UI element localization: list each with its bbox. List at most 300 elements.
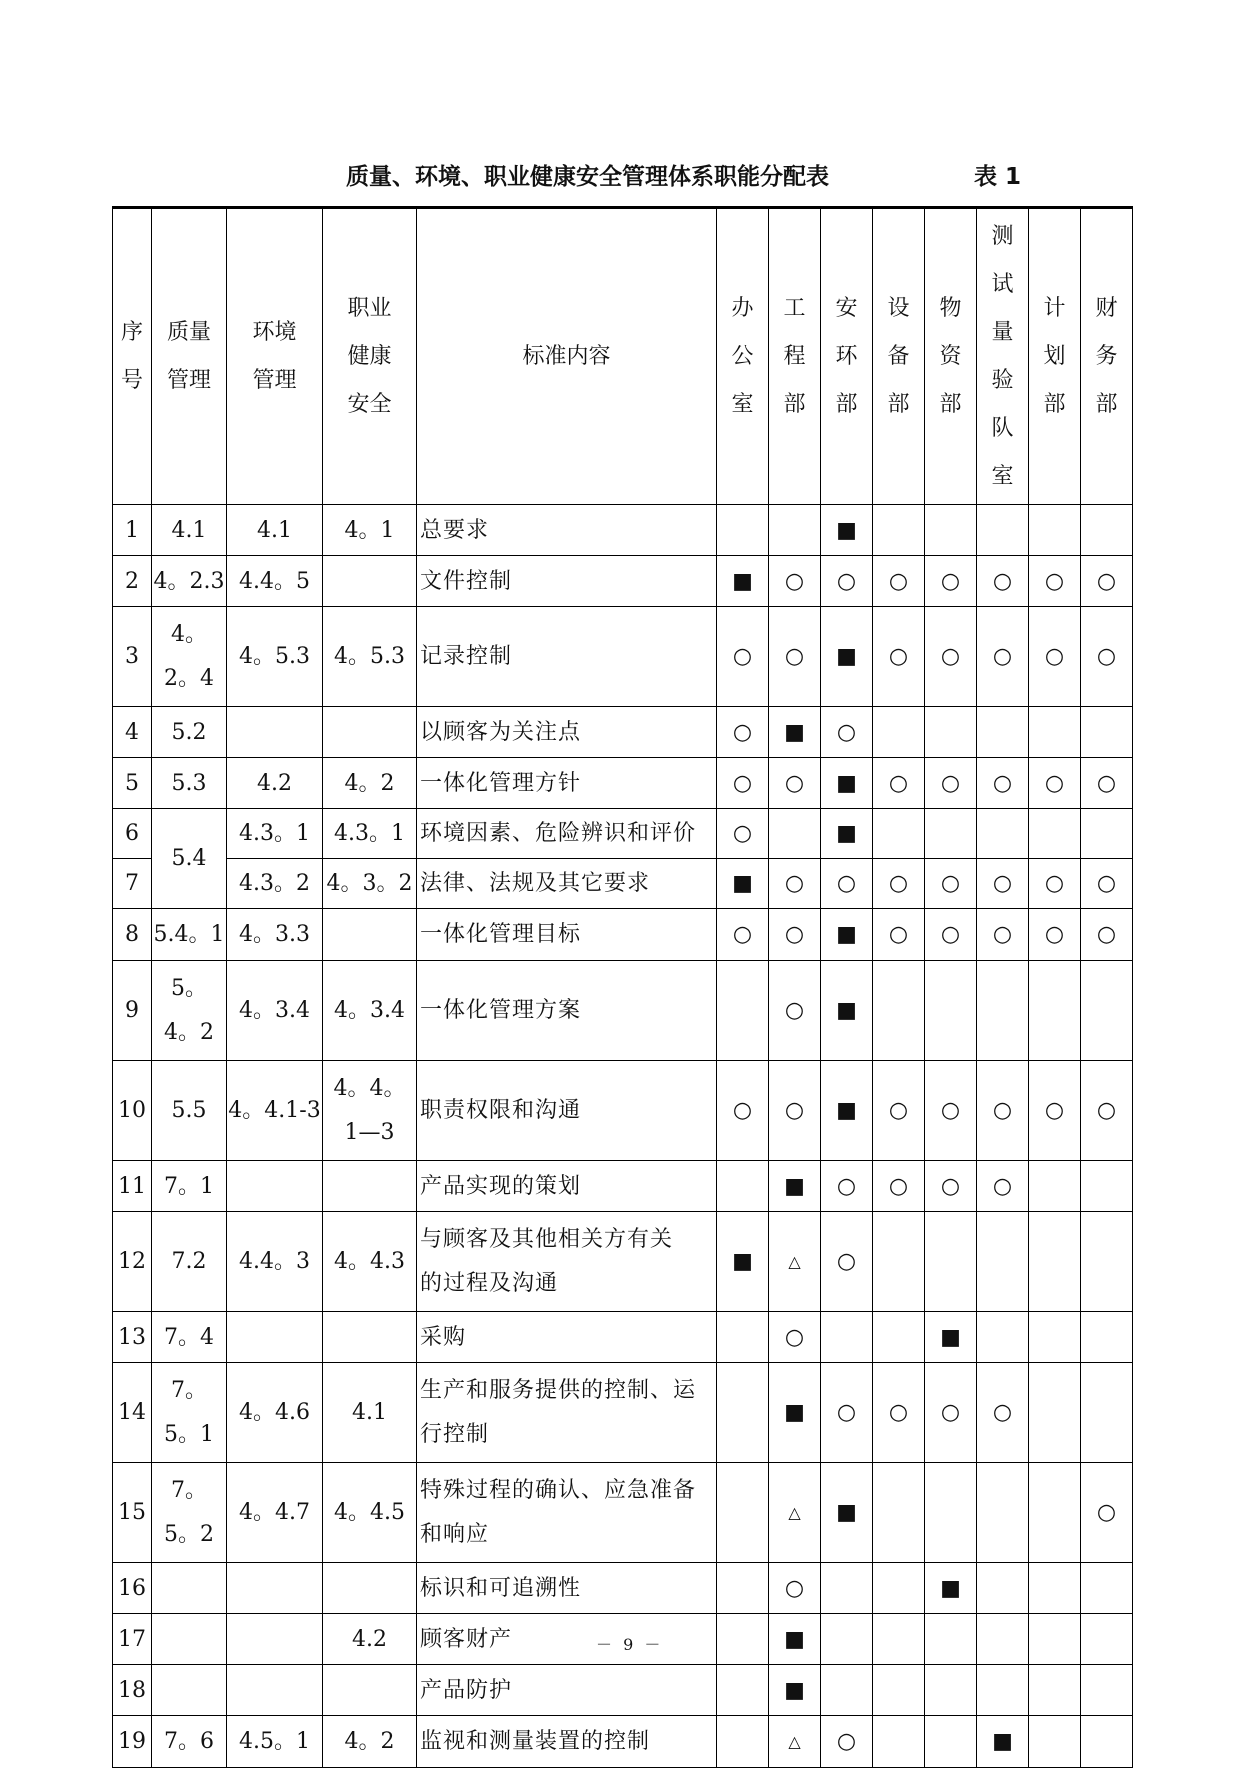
environment-cell: 4.4。3 <box>227 1212 323 1312</box>
quality-cell: 4。2。4 <box>152 607 227 707</box>
related-mark: ○ <box>732 770 753 796</box>
header-seq: 序 号 <box>113 208 152 505</box>
dept-mark-cell <box>1081 859 1133 909</box>
dept-mark-cell <box>873 1665 925 1716</box>
header-dept-materials: 物 资 部 <box>925 208 977 505</box>
environment-cell: 4.2 <box>227 758 323 809</box>
dept-mark-cell <box>1081 607 1133 707</box>
table-row <box>113 1563 1133 1614</box>
function-allocation-table <box>112 206 1133 1768</box>
table-row <box>113 1463 1133 1563</box>
environment-cell: 4.1 <box>227 505 323 556</box>
related-mark: ○ <box>836 1173 857 1199</box>
ohs-cell: 4。4.3 <box>323 1212 417 1312</box>
dept-mark-cell <box>769 1463 821 1563</box>
related-mark: ○ <box>888 871 909 896</box>
table-row <box>113 1312 1133 1363</box>
environment-cell: 4。3.3 <box>227 909 323 961</box>
related-mark: ○ <box>836 1249 857 1274</box>
seq-cell: 18 <box>113 1665 152 1716</box>
dept-mark-cell <box>1029 1614 1081 1665</box>
dept-mark-cell <box>873 1563 925 1614</box>
related-mark: ○ <box>992 922 1013 947</box>
dept-mark-cell <box>769 1614 821 1665</box>
dept-mark-cell <box>821 1665 873 1716</box>
dept-mark-cell <box>1081 505 1133 556</box>
standard-content-cell <box>417 1061 717 1161</box>
standard-text: 与顾客及其他相关方有关 <box>420 1226 674 1252</box>
related-mark: ○ <box>992 568 1013 594</box>
ohs-cell: 4.3。1 <box>323 809 417 859</box>
ohs-cell: 4。5.3 <box>323 607 417 707</box>
table-row <box>113 556 1133 607</box>
related-mark: ○ <box>1044 871 1065 896</box>
related-mark: ○ <box>940 644 961 669</box>
dept-mark-cell <box>1029 505 1081 556</box>
dept-mark-cell <box>925 1614 977 1665</box>
ohs-cell: 4。4。1—3 <box>323 1061 417 1161</box>
dept-mark-cell <box>821 809 873 859</box>
table-number: 表 1 <box>974 164 1022 190</box>
dept-mark-cell <box>977 1614 1029 1665</box>
dept-mark-cell <box>873 859 925 909</box>
environment-cell <box>227 707 323 758</box>
quality-cell: 4。2.3 <box>152 556 227 607</box>
ohs-cell: 4。1 <box>323 505 417 556</box>
dept-mark-cell <box>925 1665 977 1716</box>
dept-mark-cell <box>977 809 1029 859</box>
dept-mark-cell <box>717 1614 769 1665</box>
dept-mark-cell <box>1081 1665 1133 1716</box>
ohs-cell <box>323 1563 417 1614</box>
dept-mark-cell <box>717 707 769 758</box>
environment-cell <box>227 1614 323 1665</box>
dept-mark-cell <box>769 758 821 809</box>
related-mark: ○ <box>888 922 909 947</box>
dept-mark-cell <box>1081 707 1133 758</box>
related-mark: ○ <box>784 568 805 594</box>
environment-cell: 4。5.3 <box>227 607 323 707</box>
dept-mark-cell <box>769 1563 821 1614</box>
dept-mark-cell <box>873 1363 925 1463</box>
ohs-cell: 4。4.5 <box>323 1463 417 1563</box>
related-mark: ○ <box>836 1729 857 1754</box>
dept-mark-cell <box>977 1061 1029 1161</box>
seq-cell: 6 <box>113 809 152 859</box>
dept-mark-cell <box>821 707 873 758</box>
environment-cell: 4。4.1-3 <box>227 1061 323 1161</box>
dept-mark-cell <box>717 1665 769 1716</box>
dept-mark-cell <box>873 909 925 961</box>
environment-cell: 4。4.6 <box>227 1363 323 1463</box>
ohs-cell <box>323 909 417 961</box>
responsible-mark: ■ <box>836 1098 857 1123</box>
standard-text: 一体化管理方案 <box>420 998 582 1023</box>
responsible-mark: ■ <box>836 517 857 543</box>
ohs-cell: 4。2 <box>323 1716 417 1768</box>
header-ohs: 职业 健康 安全 <box>323 208 417 505</box>
quality-cell: 7。4 <box>152 1312 227 1363</box>
standard-content-cell <box>417 505 717 556</box>
assist-mark: △ <box>788 1503 801 1522</box>
dept-mark-cell <box>717 607 769 707</box>
dept-mark-cell <box>977 1363 1029 1463</box>
dept-mark-cell <box>977 607 1029 707</box>
dept-mark-cell <box>1029 1463 1081 1563</box>
dept-mark-cell <box>977 1716 1029 1768</box>
dept-mark-cell <box>1081 961 1133 1061</box>
related-mark: ○ <box>784 770 805 796</box>
quality-cell: 5.4 <box>152 809 227 909</box>
dept-mark-cell <box>769 556 821 607</box>
responsible-mark: ■ <box>732 568 753 594</box>
dept-mark-cell <box>769 707 821 758</box>
standard-text: 特殊过程的确认、应急准备 <box>420 1477 697 1503</box>
dept-mark-cell <box>821 505 873 556</box>
dept-mark-cell <box>1029 556 1081 607</box>
dept-mark-cell <box>873 1161 925 1212</box>
responsible-mark: ■ <box>784 1173 805 1199</box>
header-row <box>113 208 1133 505</box>
environment-cell <box>227 1665 323 1716</box>
standard-content-cell <box>417 809 717 859</box>
related-mark: ○ <box>888 568 909 594</box>
related-mark: ○ <box>992 1173 1013 1199</box>
dept-mark-cell <box>925 556 977 607</box>
dept-mark-cell <box>769 1716 821 1768</box>
dept-mark-cell <box>873 556 925 607</box>
standard-text: 一体化管理目标 <box>420 922 582 947</box>
header-dept-safety-env: 安 环 部 <box>821 208 873 505</box>
related-mark: ○ <box>940 1400 961 1425</box>
responsible-mark: ■ <box>992 1729 1013 1754</box>
seq-cell: 1 <box>113 505 152 556</box>
related-mark: ○ <box>940 1098 961 1123</box>
ohs-cell: 4。3。2 <box>323 859 417 909</box>
header-dept-test-lab: 测 试 量 验 队 室 <box>977 208 1029 505</box>
ohs-cell: 4。2 <box>323 758 417 809</box>
standard-text: 环境因素、危险辨识和评价 <box>420 821 697 846</box>
dept-mark-cell <box>769 909 821 961</box>
dept-mark-cell <box>821 1463 873 1563</box>
dept-mark-cell <box>977 961 1029 1061</box>
quality-cell <box>152 1665 227 1716</box>
seq-cell: 4 <box>113 707 152 758</box>
dept-mark-cell <box>821 1212 873 1312</box>
table-row <box>113 1363 1133 1463</box>
standard-content-cell <box>417 707 717 758</box>
dept-mark-cell <box>821 1061 873 1161</box>
quality-cell <box>152 1563 227 1614</box>
dept-mark-cell <box>1029 1061 1081 1161</box>
dept-mark-cell <box>821 556 873 607</box>
quality-cell: 5。4。2 <box>152 961 227 1061</box>
related-mark: ○ <box>888 1400 909 1425</box>
dept-mark-cell <box>717 1563 769 1614</box>
seq-cell: 10 <box>113 1061 152 1161</box>
related-mark: ○ <box>784 644 805 669</box>
related-mark: ○ <box>1044 922 1065 947</box>
related-mark: ○ <box>1096 1500 1117 1525</box>
related-mark: ○ <box>732 1098 753 1123</box>
dept-mark-cell <box>1029 1716 1081 1768</box>
dept-mark-cell <box>717 1463 769 1563</box>
related-mark: ○ <box>992 871 1013 896</box>
dept-mark-cell <box>925 1563 977 1614</box>
table-row <box>113 909 1133 961</box>
table-row <box>113 707 1133 758</box>
seq-cell: 15 <box>113 1463 152 1563</box>
related-mark: ○ <box>1096 922 1117 947</box>
related-mark: ○ <box>992 1098 1013 1123</box>
dept-mark-cell <box>1081 1161 1133 1212</box>
related-mark: ○ <box>888 644 909 669</box>
header-standard: 标准内容 <box>417 208 717 505</box>
standard-text: 一体化管理方针 <box>420 770 582 796</box>
standard-content-cell <box>417 961 717 1061</box>
header-dept-planning: 计 划 部 <box>1029 208 1081 505</box>
dept-mark-cell <box>925 1212 977 1312</box>
related-mark: ○ <box>940 922 961 947</box>
dept-mark-cell <box>1081 909 1133 961</box>
standard-text: 以顾客为关注点 <box>420 719 582 745</box>
standard-text: 文件控制 <box>420 568 513 594</box>
quality-cell: 5.5 <box>152 1061 227 1161</box>
related-mark: ○ <box>940 871 961 896</box>
assist-mark: △ <box>788 1732 801 1751</box>
dept-mark-cell <box>1029 1312 1081 1363</box>
environment-cell: 4。4.7 <box>227 1463 323 1563</box>
responsible-mark: ■ <box>784 1626 805 1652</box>
quality-cell: 7.2 <box>152 1212 227 1312</box>
dept-mark-cell <box>1029 961 1081 1061</box>
dept-mark-cell <box>977 1563 1029 1614</box>
dept-mark-cell <box>925 1061 977 1161</box>
dept-mark-cell <box>925 758 977 809</box>
dept-mark-cell <box>873 607 925 707</box>
seq-cell: 19 <box>113 1716 152 1768</box>
table-row <box>113 758 1133 809</box>
environment-cell: 4.3。1 <box>227 809 323 859</box>
related-mark: ○ <box>1096 1098 1117 1123</box>
environment-cell: 4.3。2 <box>227 859 323 909</box>
related-mark: ○ <box>1096 568 1117 594</box>
dept-mark-cell <box>1081 1212 1133 1312</box>
dept-mark-cell <box>1081 758 1133 809</box>
table-row <box>113 607 1133 707</box>
dept-mark-cell <box>717 556 769 607</box>
dept-mark-cell <box>873 961 925 1061</box>
dept-mark-cell <box>717 1212 769 1312</box>
responsible-mark: ■ <box>836 922 857 947</box>
environment-cell: 4。3.4 <box>227 961 323 1061</box>
dept-mark-cell <box>1029 809 1081 859</box>
header-dept-finance: 财 务 部 <box>1081 208 1133 505</box>
assist-mark: △ <box>788 1252 801 1271</box>
dept-mark-cell <box>873 809 925 859</box>
standard-text: 法律、法规及其它要求 <box>420 871 651 896</box>
page-number: － 9 － <box>596 1635 664 1654</box>
standard-content-cell <box>417 556 717 607</box>
standard-content-cell <box>417 1212 717 1312</box>
related-mark: ○ <box>732 922 753 947</box>
ohs-cell <box>323 1312 417 1363</box>
standard-content-cell <box>417 1614 717 1665</box>
standard-text: 行控制 <box>420 1421 490 1447</box>
seq-cell: 12 <box>113 1212 152 1312</box>
seq-cell: 11 <box>113 1161 152 1212</box>
dept-mark-cell <box>925 505 977 556</box>
dept-mark-cell <box>1029 1563 1081 1614</box>
table-row <box>113 961 1133 1061</box>
related-mark: ○ <box>1044 1098 1065 1123</box>
dept-mark-cell <box>977 909 1029 961</box>
dept-mark-cell <box>717 909 769 961</box>
dept-mark-cell <box>1029 1212 1081 1312</box>
standard-text: 标识和可追溯性 <box>420 1575 582 1601</box>
dept-mark-cell <box>1081 1563 1133 1614</box>
dept-mark-cell <box>821 859 873 909</box>
dept-mark-cell <box>873 505 925 556</box>
related-mark: ○ <box>1096 871 1117 896</box>
dept-mark-cell <box>925 909 977 961</box>
ohs-cell: 4.1 <box>323 1363 417 1463</box>
related-mark: ○ <box>784 1324 805 1350</box>
related-mark: ○ <box>784 922 805 947</box>
quality-cell: 5.4。1 <box>152 909 227 961</box>
related-mark: ○ <box>992 770 1013 796</box>
page-title: 质量、环境、职业健康安全管理体系职能分配表 <box>346 164 829 190</box>
related-mark: ○ <box>1096 770 1117 796</box>
related-mark: ○ <box>732 719 753 745</box>
ohs-cell: 4。3.4 <box>323 961 417 1061</box>
dept-mark-cell <box>1029 859 1081 909</box>
dept-mark-cell <box>717 1161 769 1212</box>
seq-cell: 17 <box>113 1614 152 1665</box>
dept-mark-cell <box>717 758 769 809</box>
dept-mark-cell <box>1081 1716 1133 1768</box>
dept-mark-cell <box>1081 1061 1133 1161</box>
responsible-mark: ■ <box>784 719 805 745</box>
seq-cell: 3 <box>113 607 152 707</box>
related-mark: ○ <box>992 644 1013 669</box>
dept-mark-cell <box>1081 1463 1133 1563</box>
dept-mark-cell <box>717 1061 769 1161</box>
standard-content-cell <box>417 1665 717 1716</box>
related-mark: ○ <box>940 1173 961 1199</box>
dept-mark-cell <box>1029 707 1081 758</box>
dept-mark-cell <box>821 909 873 961</box>
seq-cell: 2 <box>113 556 152 607</box>
related-mark: ○ <box>784 998 805 1023</box>
dept-mark-cell <box>977 556 1029 607</box>
dept-mark-cell <box>925 1716 977 1768</box>
dept-mark-cell <box>1029 758 1081 809</box>
dept-mark-cell <box>925 1463 977 1563</box>
ohs-cell <box>323 1665 417 1716</box>
quality-cell: 7。5。2 <box>152 1463 227 1563</box>
table-row <box>113 809 1133 859</box>
table-row <box>113 1061 1133 1161</box>
responsible-mark: ■ <box>836 770 857 796</box>
dept-mark-cell <box>769 1363 821 1463</box>
dept-mark-cell <box>1029 909 1081 961</box>
standard-text: 采购 <box>420 1324 467 1350</box>
dept-mark-cell <box>717 859 769 909</box>
dept-mark-cell <box>873 1061 925 1161</box>
dept-mark-cell <box>821 607 873 707</box>
dept-mark-cell <box>1081 1312 1133 1363</box>
seq-cell: 9 <box>113 961 152 1061</box>
environment-cell: 4.4。5 <box>227 556 323 607</box>
dept-mark-cell <box>717 961 769 1061</box>
standard-text: 监视和测量装置的控制 <box>420 1729 651 1754</box>
dept-mark-cell <box>925 1161 977 1212</box>
responsible-mark: ■ <box>836 998 857 1023</box>
dept-mark-cell <box>821 1716 873 1768</box>
dept-mark-cell <box>1029 1161 1081 1212</box>
dept-mark-cell <box>873 758 925 809</box>
header-dept-engineering: 工 程 部 <box>769 208 821 505</box>
related-mark: ○ <box>1044 568 1065 594</box>
table-row <box>113 859 1133 909</box>
related-mark: ○ <box>1044 644 1065 669</box>
environment-cell: 4.5。1 <box>227 1716 323 1768</box>
dept-mark-cell <box>977 1463 1029 1563</box>
ohs-cell: 4.2 <box>323 1614 417 1665</box>
dept-mark-cell <box>821 1161 873 1212</box>
dept-mark-cell <box>1081 556 1133 607</box>
related-mark: ○ <box>888 770 909 796</box>
seq-cell: 5 <box>113 758 152 809</box>
standard-content-cell <box>417 758 717 809</box>
standard-text: 产品实现的策划 <box>420 1173 582 1199</box>
related-mark: ○ <box>784 1098 805 1123</box>
related-mark: ○ <box>784 871 805 896</box>
related-mark: ○ <box>940 568 961 594</box>
standard-content-cell <box>417 1716 717 1768</box>
standard-content-cell <box>417 1161 717 1212</box>
dept-mark-cell <box>1081 1363 1133 1463</box>
standard-text: 的过程及沟通 <box>420 1270 559 1296</box>
related-mark: ○ <box>732 644 753 669</box>
dept-mark-cell <box>873 1212 925 1312</box>
standard-text: 总要求 <box>420 517 490 543</box>
dept-mark-cell <box>769 1665 821 1716</box>
environment-cell <box>227 1563 323 1614</box>
dept-mark-cell <box>821 961 873 1061</box>
responsible-mark: ■ <box>940 1324 961 1350</box>
dept-mark-cell <box>717 809 769 859</box>
dept-mark-cell <box>1081 1614 1133 1665</box>
ohs-cell <box>323 556 417 607</box>
standard-content-cell <box>417 859 717 909</box>
standard-content-cell <box>417 607 717 707</box>
dept-mark-cell <box>1029 607 1081 707</box>
dept-mark-cell <box>769 1212 821 1312</box>
standard-content-cell <box>417 1563 717 1614</box>
dept-mark-cell <box>925 859 977 909</box>
related-mark: ○ <box>836 719 857 745</box>
dept-mark-cell <box>769 961 821 1061</box>
standard-text: 产品防护 <box>420 1677 513 1703</box>
related-mark: ○ <box>1044 770 1065 796</box>
responsible-mark: ■ <box>836 644 857 669</box>
table-row <box>113 1212 1133 1312</box>
dept-mark-cell <box>717 505 769 556</box>
dept-mark-cell <box>821 758 873 809</box>
responsible-mark: ■ <box>836 821 857 846</box>
